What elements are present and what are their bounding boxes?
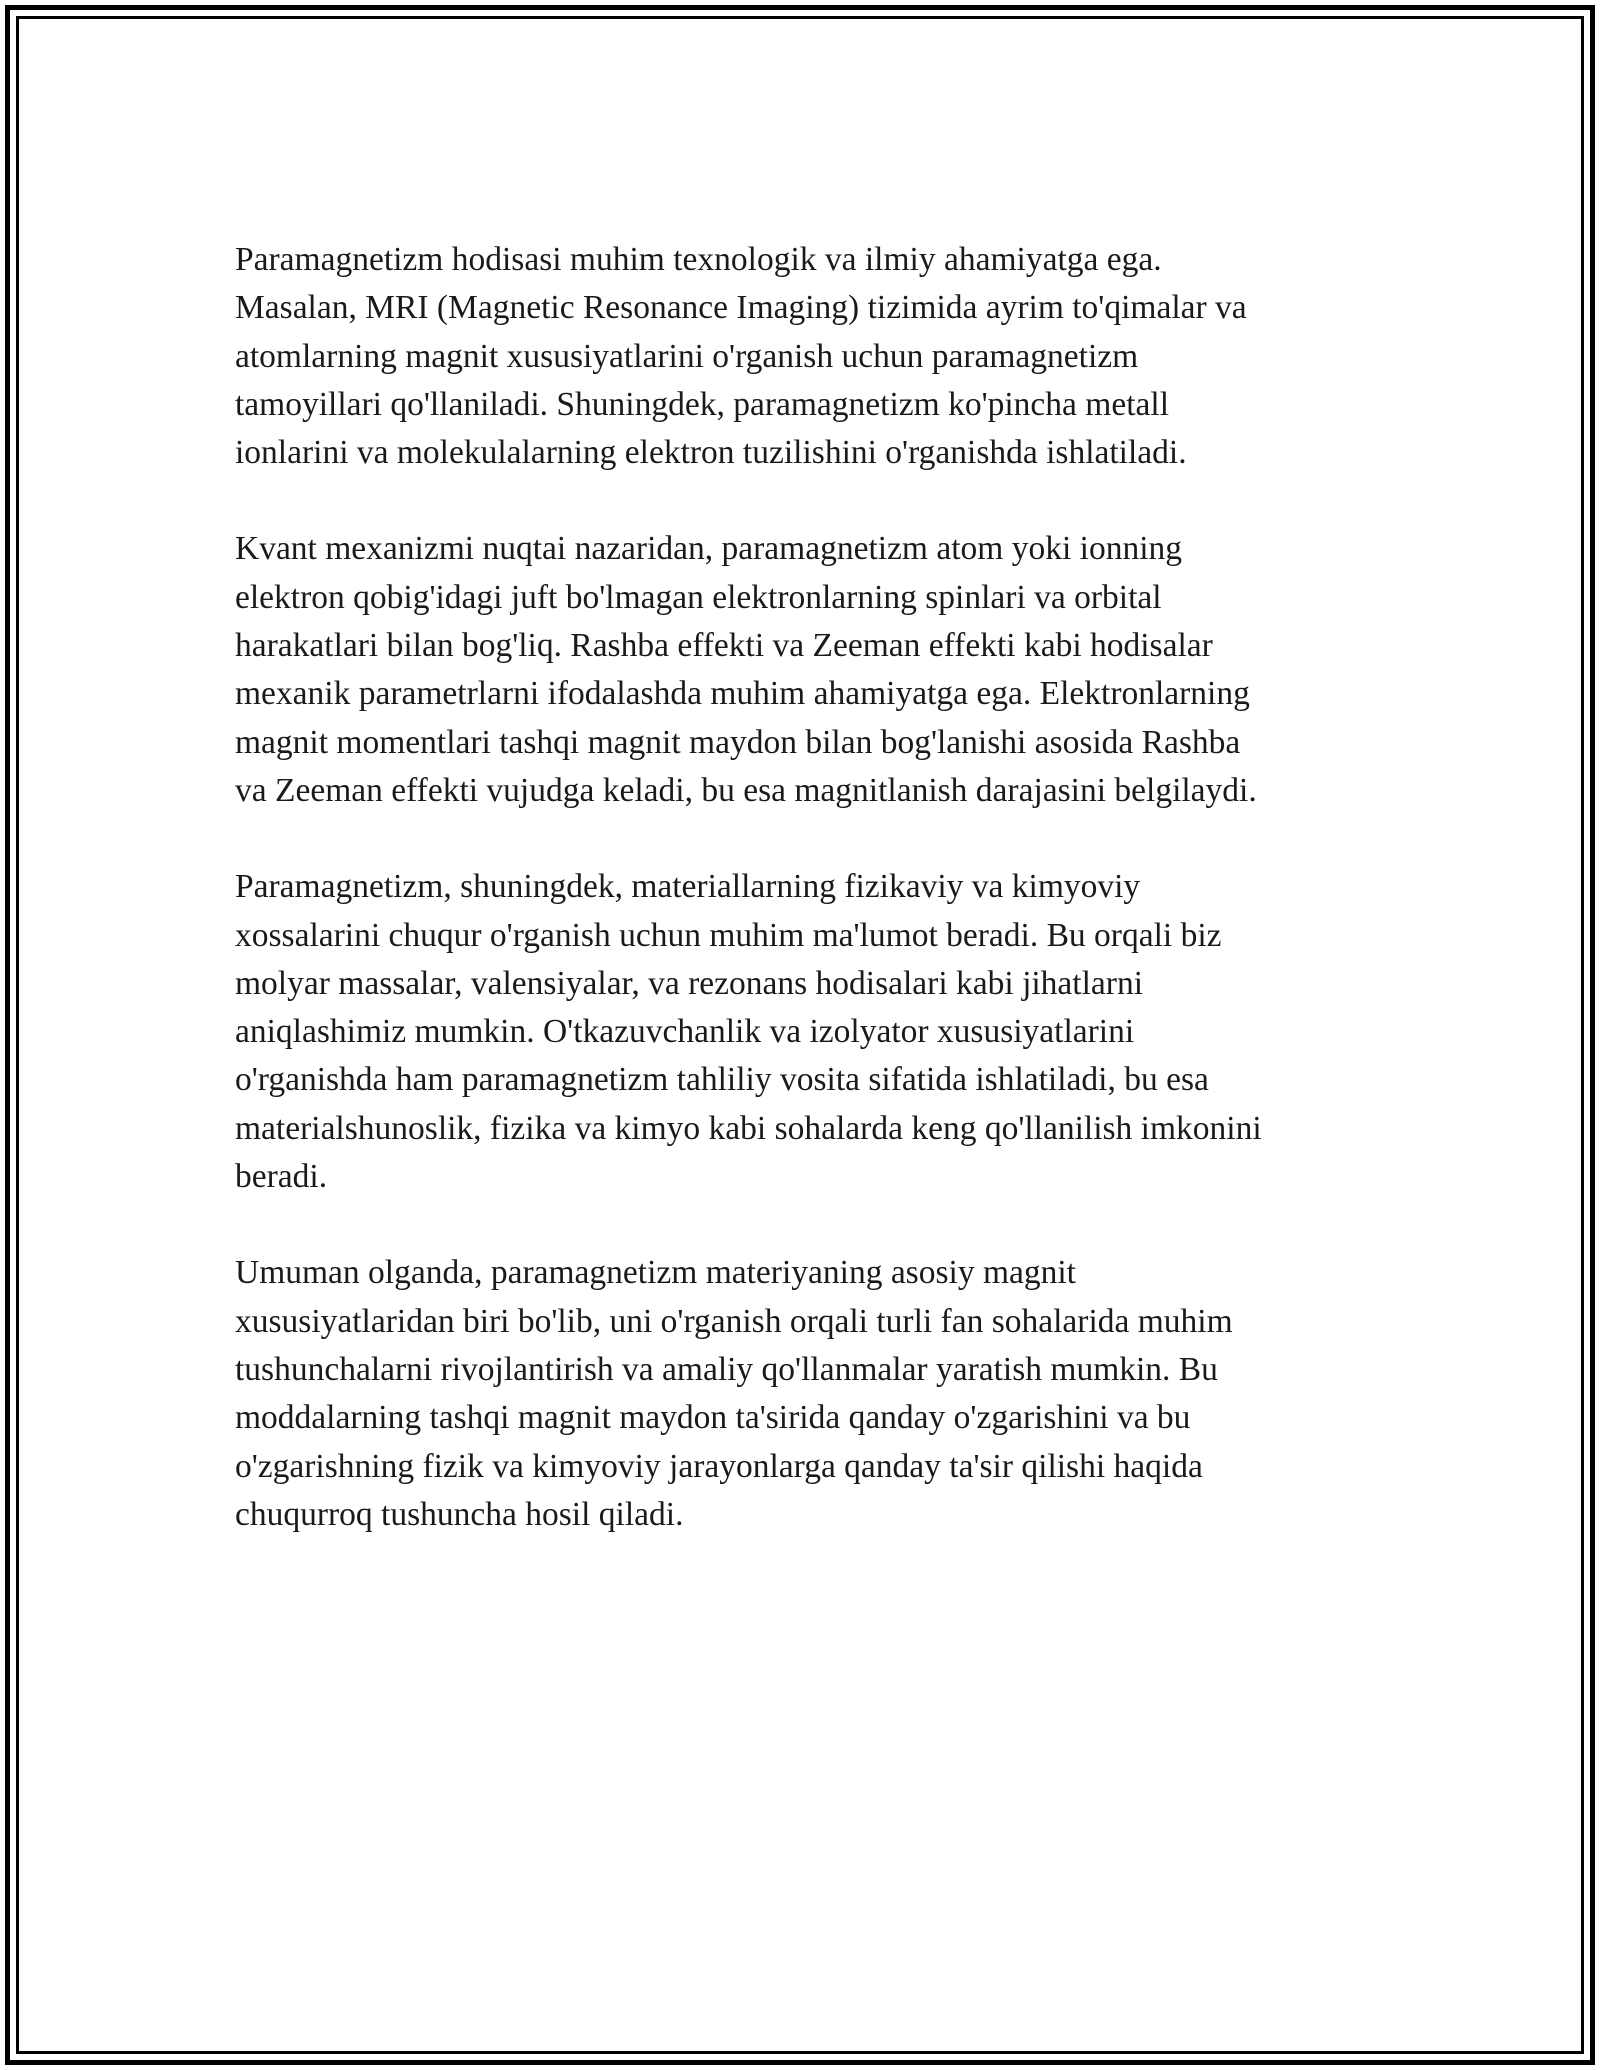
paragraph-4 xyxy=(235,1249,1370,1539)
text-line: ionlarini va molekulalarning elektron tuzilishini o'rganishda ishlatiladi. xyxy=(235,434,1187,472)
text-line: materialshunoslik, fizika va kimyo kabi sohalarda keng qo'llanilish imkonini xyxy=(235,1109,1262,1147)
text-line: aniqlashimiz mumkin. O'tkazuvchanlik va izolyator xususiyatlarini xyxy=(235,1013,1135,1051)
text-line: Kvant mexanizmi nuqtai nazaridan, paramagnetizm atom yoki ionning xyxy=(235,530,1183,568)
text-line: Paramagnetizm, shuningdek, materiallarning fizikaviy va kimyoviy xyxy=(235,868,1141,906)
text-line: tamoyillari qo'llaniladi. Shuningdek, paramagnetizm ko'pincha metall xyxy=(235,385,1170,423)
text-line: moddalarning tashqi magnit maydon ta'sirida qanday o'zgarishini va bu xyxy=(235,1399,1191,1437)
paragraph-1 xyxy=(235,236,1370,477)
paragraph-3 xyxy=(235,863,1370,1201)
text-line: beradi. xyxy=(235,1158,328,1196)
text-line: harakatlari bilan bog'liq. Rashba effekti va Zeeman effekti kabi hodisalar xyxy=(235,627,1213,665)
text-line: va Zeeman effekti vujudga keladi, bu esa magnitlanish darajasini belgilaydi. xyxy=(235,771,1257,809)
document-body xyxy=(235,236,1370,1587)
text-line: xususiyatlaridan biri bo'lib, uni o'rganish orqali turli fan sohalarida muhim xyxy=(235,1302,1233,1340)
text-line: o'zgarishning fizik va kimyoviy jarayonlarga qanday ta'sir qilishi haqida xyxy=(235,1447,1203,1485)
text-line: Umuman olganda, paramagnetizm materiyaning asosiy magnit xyxy=(235,1254,1076,1292)
text-line: Masalan, MRI (Magnetic Resonance Imaging) tizimida ayrim to'qimalar va xyxy=(235,289,1247,327)
text-line: magnit momentlari tashqi magnit maydon bilan bog'lanishi asosida Rashba xyxy=(235,723,1241,761)
text-line: molyar massalar, valensiyalar, va rezonans hodisalari kabi jihatlarni xyxy=(235,964,1144,1002)
text-line: chuqurroq tushuncha hosil qiladi. xyxy=(235,1495,684,1533)
text-line: atomlarning magnit xususiyatlarini o'rganish uchun paramagnetizm xyxy=(235,337,1139,375)
text-line: mexanik parametrlarni ifodalashda muhim ahamiyatga ega. Elektronlarning xyxy=(235,675,1250,713)
text-line: tushunchalarni rivojlantirish va amaliy qo'llanmalar yaratish mumkin. Bu xyxy=(235,1350,1218,1388)
text-line: o'rganishda ham paramagnetizm tahliliy vosita sifatida ishlatiladi, bu esa xyxy=(235,1061,1209,1099)
text-line: Paramagnetizm hodisasi muhim texnologik va ilmiy ahamiyatga ega. xyxy=(235,241,1162,278)
text-line: elektron qobig'idagi juft bo'lmagan elektronlarning spinlari va orbital xyxy=(235,578,1162,616)
text-line: xossalarini chuqur o'rganish uchun muhim ma'lumot beradi. Bu orqali biz xyxy=(235,916,1222,954)
paragraph-2 xyxy=(235,525,1370,815)
